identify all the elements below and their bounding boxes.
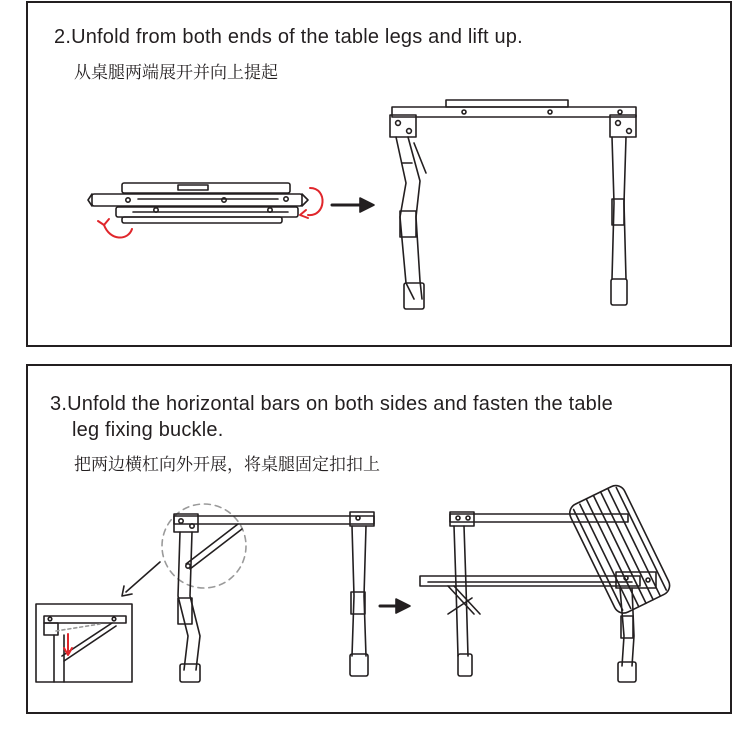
direction-arrow-icon — [332, 198, 374, 212]
rotate-arrow-right-icon — [300, 188, 323, 218]
leader-arrow-icon — [122, 562, 160, 596]
lifted-table-frame-illustration — [390, 100, 636, 309]
step-3-title-en-line-1: 3.Unfold the horizontal bars on both sides and fasten the table — [50, 393, 613, 415]
step-2-panel — [26, 1, 732, 347]
buckle-detail-inset — [36, 604, 132, 682]
step-3-panel — [26, 364, 732, 714]
table-with-rolled-slats-illustration — [420, 482, 673, 682]
step-2-illustration — [28, 3, 734, 349]
rotate-arrow-left-icon — [98, 219, 132, 238]
folded-table-illustration — [88, 183, 308, 223]
step-2-title-zh: 从桌腿两端展开并向上提起 — [74, 63, 278, 83]
brace-table-frame-illustration — [174, 512, 374, 682]
step-3-illustration — [28, 366, 734, 716]
direction-arrow-icon — [380, 599, 410, 613]
step-3-title-zh: 把两边横杠向外开展，将桌腿固定扣扣上 — [74, 455, 380, 475]
step-2-title-en: 2.Unfold from both ends of the table legs and lift up. — [54, 26, 523, 48]
step-3-title-en-line-2: leg fixing buckle. — [72, 419, 224, 441]
